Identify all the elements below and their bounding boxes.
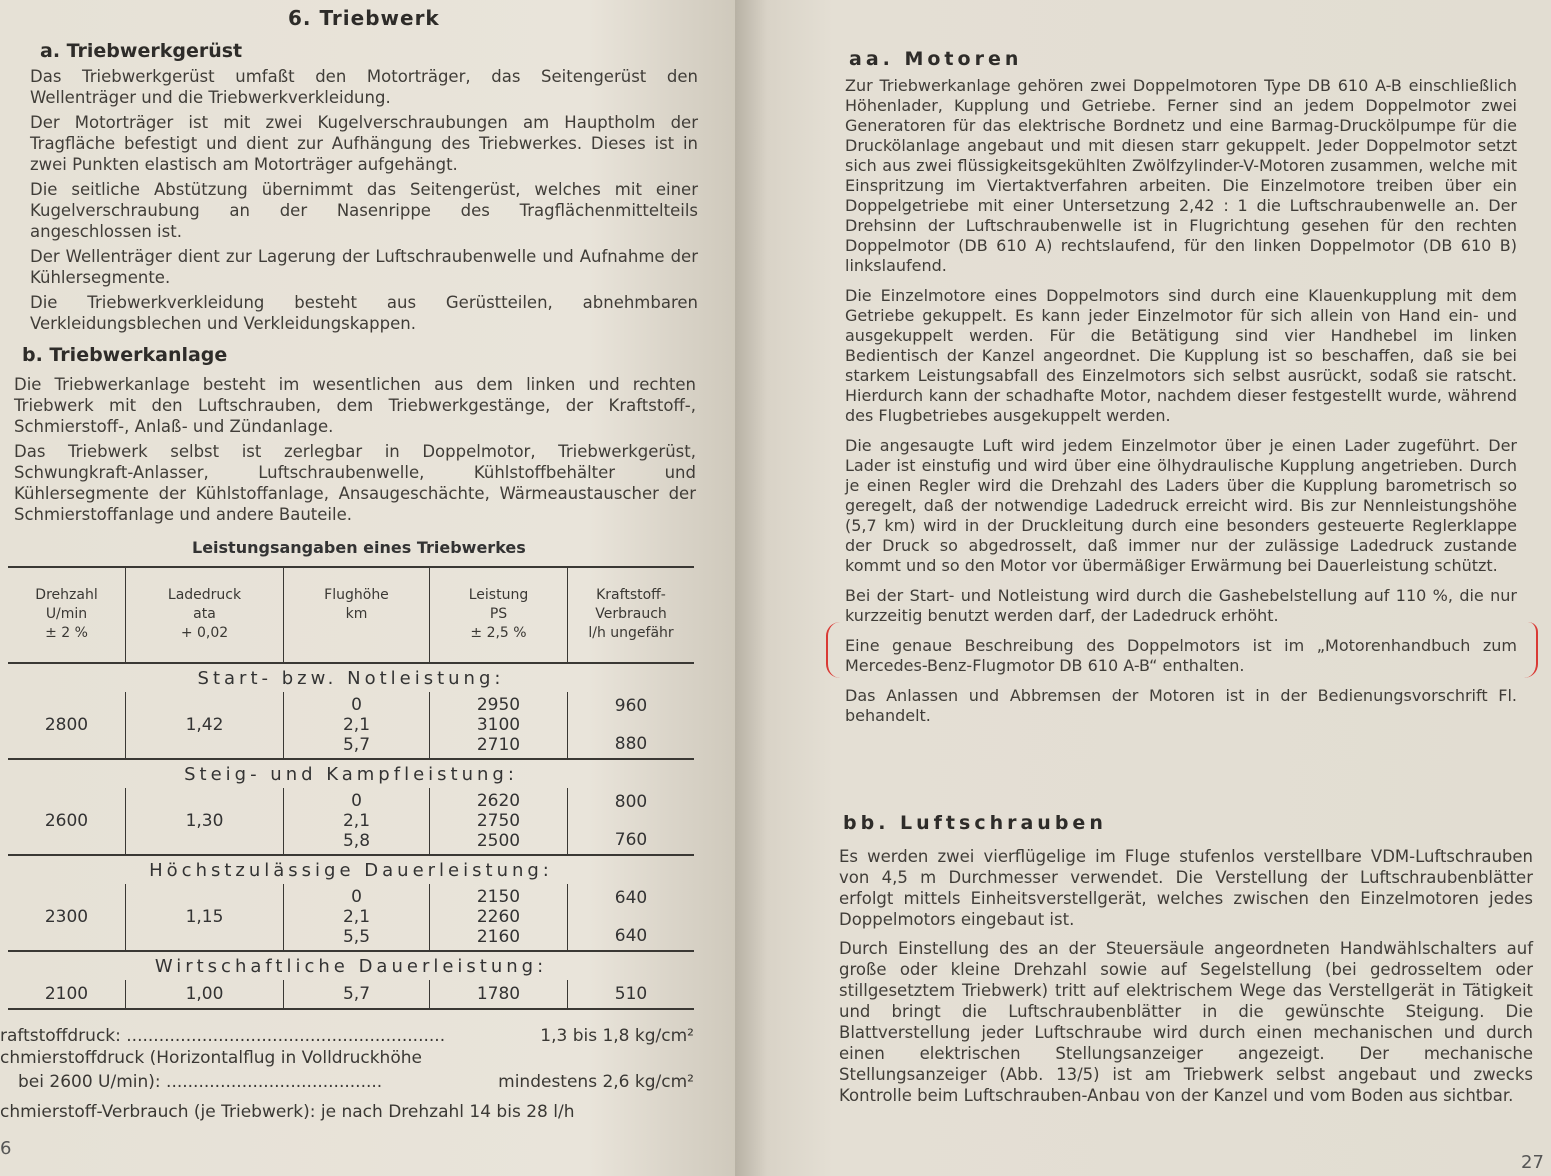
cell-fuel: 800 760 [614,792,648,850]
paragraph: Zur Triebwerkanlage gehören zwei Doppelmotoren Type DB 610 A-B einschließlich Höhenlader, Kupplung und Getriebe. Ferner sind an jedem Doppelmotor zwei Generatoren für das elektrische Bordnetz und eine Barmag-Druckölpumpe für die Druckölanlage angebaut und mit diesen starr gekuppelt. Jeder Doppelmotor setzt sich aus zwei flüssigkeitsgekühlten Zwölfzylinder-V-Motoren zusammen, welche mit Einspritzung im Viertaktverfahren arbeiten. Die Einzelmotore treiben über ein Doppelgetriebe mit einer Untersetzung 2,42 : 1 die Luftschraubenwelle an. Der Drehsinn der Luftschraubenwelle ist in Flugrichtung gesehen für den rechten Doppelmotor (DB 610 A) rechtslaufend, für den linken Doppelmotor (DB 610 B) linkslaufend. [845,76,1517,275]
paragraph: Es werden zwei vierflügelige im Fluge stufenlos verstellbare VDM-Luftschrauben von 4,5 m Durchmesser verwendet. Die Verstellung der Luftschraubenblätter erfolgt mittels Einheitsverstellgerät, welches zwischen den Einzelmotoren jedes Doppelmotors eingebaut ist. [839,847,1533,929]
cell-power: 2950 3100 2710 [430,692,568,758]
cell-power: 2150 2260 2160 [430,884,568,950]
section-a-heading: a. Triebwerkgerüst [40,40,243,62]
left-page [0,0,735,1176]
section-bb-text [839,846,1533,1110]
cell-rpm: 2100 [8,980,126,1008]
paragraph: Der Wellenträger dient zur Lagerung der Luftschraubenwelle und Aufnahme der Kühlersegmente. [30,247,698,287]
header-fuel-consumption: Kraftstoff- Verbrauch l/h ungefähr [588,587,674,641]
cell-pressure: 1,15 [126,884,284,950]
cell-fuel: 510 [614,984,648,1004]
header-rpm: Drehzahl U/min ± 2 % [8,568,126,662]
right-page [735,0,1551,1176]
paragraph: Eine genaue Beschreibung des Doppelmotors ist im „Motorenhandbuch zum Mercedes-Benz-Flugmotor DB 610 A-B“ enthalten. [845,636,1517,675]
table-group-economic-continuous [8,952,694,1010]
header-power: Leistung PS ± 2,5 % [430,568,568,662]
cell-altitude: 0 2,1 5,8 [284,788,430,854]
cell-power: 1780 [430,980,568,1008]
group-title: Höchstzulässige Dauerleistung: [149,860,553,881]
table-row [8,980,694,1008]
cell-altitude: 0 2,1 5,7 [284,692,430,758]
cell-rpm: 2800 [8,692,126,758]
paragraph: Die Einzelmotore eines Doppelmotors sind durch eine Klauenkupplung mit dem Getriebe gekuppelt. Es kann jeder Einzelmotor für sich allein von Hand ein- und ausgekuppelt werden. Für die Betätigung sind vier Handhebel im linken Bedientisch der Kanzel angeordnet. Die Kupplung ist so beschaffen, daß sie bei starkem Leistungsabfall des Einzelmotors sich selbst ausrückt, sodaß sie ratscht. Hierdurch kann der schadhafte Motor, nachdem dieser festgestellt wurde, während des Flugbetriebes ausgekuppelt werden. [845,286,1517,425]
cell-rpm: 2600 [8,788,126,854]
cell-pressure: 1,42 [126,692,284,758]
section-b-heading: b. Triebwerkanlage [22,344,228,366]
page-number-right: 27 [1521,1152,1544,1173]
cell-power: 2620 2750 2500 [430,788,568,854]
cell-pressure: 1,30 [126,788,284,854]
red-bracket-annotation [826,622,1538,678]
group-title: Start- bzw. Notleistung: [197,668,505,689]
oil-pressure-line: chmierstoffdruck (Horizontalflug in Volldruckhöhe [0,1048,422,1068]
oil-pressure-rpm-line: bei 2600 U/min): ........................................ mindestens 2,6 kg/cm² [18,1072,694,1092]
paragraph: Das Triebwerkgerüst umfaßt den Motorträger, das Seitengerüst den Wellenträger und die Triebwerkverkleidung. [30,67,698,107]
paragraph: Die Triebwerkanlage besteht im wesentlichen aus dem linken und rechten Triebwerk mit den Luftschrauben, dem Triebwerkgestänge, der Kraftstoff-, Schmierstoff-, Anlaß- und Zündanlage. [14,375,696,436]
page-number-left: 6 [0,1138,12,1159]
table-group-max-continuous [8,856,694,952]
paragraph: Durch Einstellung des an der Steuersäule angeordneten Handwählschalters auf große oder kleine Drehzahl sowie auf Segelstellung (bei gedrosseltem oder stillgesetztem Triebwerk) tritt auf elektrischem Wege das Verstellgerät in Tätigkeit und bringt die Luftschraubenblätter in die gewünschte Steigung. Die Blattverstellung jeder Luftschraube wird durch einen mechanischen und durch einen elektrischen Stellungsanzeiger angezeigt. Der mechanische Stellungsanzeiger (Abb. 13/5) ist am Triebwerk selbst angebaut und zwecks Kontrolle beim Luftschrauben-Anbau von der Kanzel und vom Boden aus sichtbar. [839,939,1533,1105]
cell-altitude: 5,7 [284,980,430,1008]
cell-rpm: 2300 [8,884,126,950]
header-altitude: Flughöhe km [284,568,430,662]
table-row [8,788,694,854]
chapter-title: 6. Triebwerk [288,6,440,30]
table-row [8,884,694,950]
cell-fuel: 640 640 [614,888,648,946]
table-group-start-emergency [8,664,694,760]
section-a-text [30,66,698,338]
group-title: Wirtschaftliche Dauerleistung: [154,956,548,977]
cell-fuel: 960 880 [614,696,648,754]
group-title: Steig- und Kampfleistung: [184,764,518,785]
section-b-text [14,374,696,529]
paragraph: Die angesaugte Luft wird jedem Einzelmotor über je einen Lader zugeführt. Der Lader ist einstufig und wird über eine ölhydraulische Kupplung angetrieben. Durch je einen Regler wird die Drehzahl des Laders über die Kupplung barometrisch so geregelt, daß der notwendige Ladedruck erreicht wird. Bis zur Nennleistungshöhe (5,7 km) wird in der Druckleitung durch eine besonders gesteuerte Reglerklappe der Druck so abgedrosselt, daß immer nur der zulässige Ladedruck zustande kommt und so den Motor vor übermäßiger Erwärmung bei Dauerleistung schützt. [845,436,1517,575]
table-group-climb-combat [8,760,694,856]
paragraph: Das Triebwerk selbst ist zerlegbar in Doppelmotor, Triebwerkgerüst, Schwungkraft-Anlasser, Luftschraubenwelle, Kühlstoffbehälter und Kühlersegmente der Kühlstoffanlage, Ansaugeschächte, Wärmeaustauscher der Schmierstoffanlage und andere Bauteile. [14,442,696,524]
table-header [8,566,694,664]
paragraph: Die Triebwerkverkleidung besteht aus Gerüstteilen, abnehmbaren Verkleidungsblechen und Verkleidungskappen. [30,293,698,333]
performance-table [8,566,694,1010]
section-aa-heading: aa. Motoren [849,48,1023,70]
oil-consumption-line: chmierstoff-Verbrauch (je Triebwerk): je nach Drehzahl 14 bis 28 l/h [0,1102,575,1122]
cell-pressure: 1,00 [126,980,284,1008]
table-row [8,692,694,758]
highlighted-paragraph: Bei der Start- und Notleistung wird durch die Gashebelstellung auf 110 %, die nur kurzzeitig benutzt werden darf, der Ladedruck erhöht. [845,586,1517,625]
header-boost-pressure: Ladedruck ata + 0,02 [126,568,284,662]
paragraph: Die seitliche Abstützung übernimmt das Seitengerüst, welches mit einer Kugelverschraubung an der Nasenrippe des Tragflächenmittelteils angeschlossen ist. [30,180,698,241]
table-title: Leistungsangaben eines Triebwerkes [192,538,526,557]
section-bb-heading: bb. Luftschrauben [843,812,1107,834]
cell-altitude: 0 2,1 5,5 [284,884,430,950]
paragraph: Das Anlassen und Abbremsen der Motoren ist in der Bedienungsvorschrift Fl. behandelt. [845,686,1517,725]
paragraph: Der Motorträger ist mit zwei Kugelverschraubungen am Hauptholm der Tragfläche befestigt und dient zur Aufhängung des Triebwerkes. Dieses ist in zwei Punkten elastisch am Motorträger aufgehängt. [30,113,698,174]
fuel-pressure-line: raftstoffdruck: ........................................................... 1,3 bis 1,8 kg/cm² [0,1026,694,1046]
